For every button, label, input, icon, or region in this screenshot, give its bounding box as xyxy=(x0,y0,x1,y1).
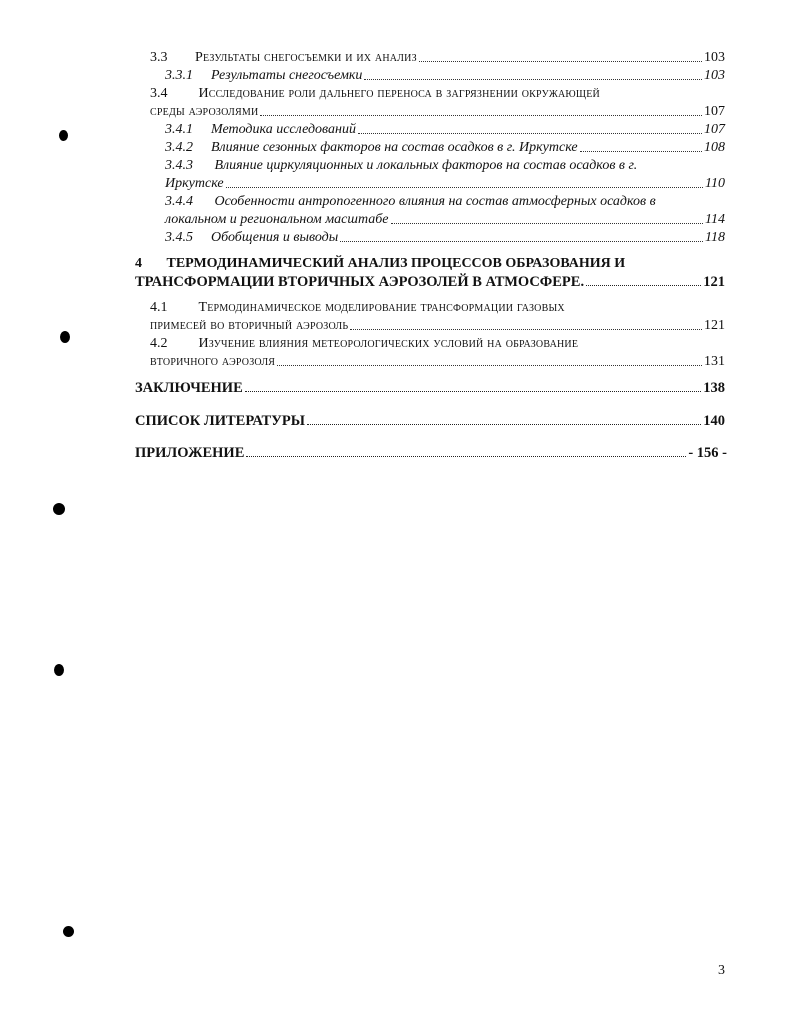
toc-entry-3-3[interactable] xyxy=(150,50,725,66)
toc-appendix[interactable] xyxy=(135,445,727,461)
toc-entry-3-4-4-line2[interactable] xyxy=(165,212,725,228)
toc-page: 108 xyxy=(704,140,725,155)
toc-title: Особенности антропогенного влияния на состав атмосферных осадков в xyxy=(214,194,656,209)
toc-number: 3.4.4 xyxy=(165,194,193,209)
toc-title-cont: ТРАНСФОРМАЦИИ ВТОРИЧНЫХ АЭРОЗОЛЕЙ В АТМОСФЕРЕ. xyxy=(135,274,585,290)
leader-dots xyxy=(580,150,702,152)
toc-references[interactable] xyxy=(135,413,725,429)
toc-page: 121 xyxy=(703,274,725,290)
toc-title: Влияние циркуляционных и локальных факторов на состав осадков в г. xyxy=(214,158,638,173)
toc-number: 3.4.3 xyxy=(165,158,193,173)
leader-dots xyxy=(260,114,702,116)
toc-page: 107 xyxy=(704,104,725,119)
toc-entry-3-4-3-line1[interactable] xyxy=(165,158,637,174)
toc-title: СПИСОК ЛИТЕРАТУРЫ xyxy=(135,413,305,429)
toc-chapter-4-line1[interactable] xyxy=(135,256,625,272)
leader-dots xyxy=(586,284,701,286)
scan-blot xyxy=(63,926,74,937)
toc-chapter-4-line2[interactable] xyxy=(135,274,725,290)
scan-blot xyxy=(59,130,68,141)
toc-entry-3-4-2[interactable] xyxy=(165,140,725,156)
toc-number: 3.3 xyxy=(150,50,168,65)
toc-conclusion[interactable] xyxy=(135,380,725,396)
toc-number: 3.4.5 xyxy=(165,230,193,245)
toc-page: 140 xyxy=(703,413,725,429)
toc-title: Результаты снегосъемки и их анализ xyxy=(195,50,417,65)
toc-title: Влияние сезонных факторов на состав осадков в г. Иркутске xyxy=(211,140,578,155)
toc-title: ПРИЛОЖЕНИЕ xyxy=(135,445,245,461)
toc-number: 3.4 xyxy=(150,86,168,101)
toc-page: 138 xyxy=(703,380,725,396)
leader-dots xyxy=(246,455,686,457)
toc-entry-4-2-line2[interactable] xyxy=(150,354,725,370)
toc-title-cont: среды аэрозолями xyxy=(150,104,259,119)
toc-title: Обобщения и выводы xyxy=(211,230,339,245)
leader-dots xyxy=(350,328,702,330)
toc-entry-4-1-line2[interactable] xyxy=(150,318,725,334)
toc-title: Термодинамическое моделирование трансформации газовых xyxy=(198,300,565,315)
toc-entry-3-4-line2[interactable] xyxy=(150,104,725,120)
leader-dots xyxy=(245,390,701,392)
toc-title: Изучение влияния метеорологических условий на образование xyxy=(198,336,579,351)
toc-number: 3.4.2 xyxy=(165,140,193,155)
toc-page: 118 xyxy=(705,230,725,245)
toc-page: 121 xyxy=(704,318,725,333)
leader-dots xyxy=(307,423,701,425)
leader-dots xyxy=(277,364,702,366)
leader-dots xyxy=(364,78,702,80)
toc-page: 107 xyxy=(704,122,725,137)
leader-dots xyxy=(226,186,703,188)
toc-title-cont: Иркутске xyxy=(165,176,224,191)
toc-page: - 156 - xyxy=(688,445,727,461)
scan-blot xyxy=(53,503,65,515)
page-number: 3 xyxy=(718,963,725,978)
toc-entry-4-1-line1[interactable] xyxy=(150,300,565,316)
toc-entry-3-4-4-line1[interactable] xyxy=(165,194,656,210)
toc-number: 4 xyxy=(135,256,142,271)
toc-entry-4-2-line1[interactable] xyxy=(150,336,578,352)
toc-title: Результаты снегосъемки xyxy=(211,68,363,83)
toc-number: 4.2 xyxy=(150,336,168,351)
toc-page: 103 xyxy=(704,68,725,83)
toc-title: Методика исследований xyxy=(211,122,356,137)
toc-entry-3-3-1[interactable] xyxy=(165,68,725,84)
toc-page: 114 xyxy=(705,212,725,227)
leader-dots xyxy=(358,132,702,134)
toc-entry-3-4-1[interactable] xyxy=(165,122,725,138)
toc-entry-3-4-line1[interactable] xyxy=(150,86,600,102)
toc-title: Исследование роли дальнего переноса в загрязнении окружающей xyxy=(198,86,600,101)
toc-title: ЗАКЛЮЧЕНИЕ xyxy=(135,380,243,396)
toc-title-cont: локальном и региональном масштабе xyxy=(165,212,389,227)
leader-dots xyxy=(340,240,703,242)
toc-number: 4.1 xyxy=(150,300,168,315)
scan-blot xyxy=(54,664,64,676)
toc-number: 3.3.1 xyxy=(165,68,193,83)
toc-title-cont: примесей во вторичный аэрозоль xyxy=(150,318,349,333)
toc-page: 131 xyxy=(704,354,725,369)
toc-title-cont: вторичного аэрозоля xyxy=(150,354,276,369)
leader-dots xyxy=(419,60,702,62)
toc-entry-3-4-3-line2[interactable] xyxy=(165,176,725,192)
leader-dots xyxy=(391,222,704,224)
toc-title: ТЕРМОДИНАМИЧЕСКИЙ АНАЛИЗ ПРОЦЕССОВ ОБРАЗОВАНИЯ И xyxy=(166,256,626,271)
toc-number: 3.4.1 xyxy=(165,122,193,137)
toc-page: 103 xyxy=(704,50,725,65)
toc-page: 110 xyxy=(705,176,725,191)
toc-entry-3-4-5[interactable] xyxy=(165,230,725,246)
scan-blot xyxy=(60,331,70,343)
